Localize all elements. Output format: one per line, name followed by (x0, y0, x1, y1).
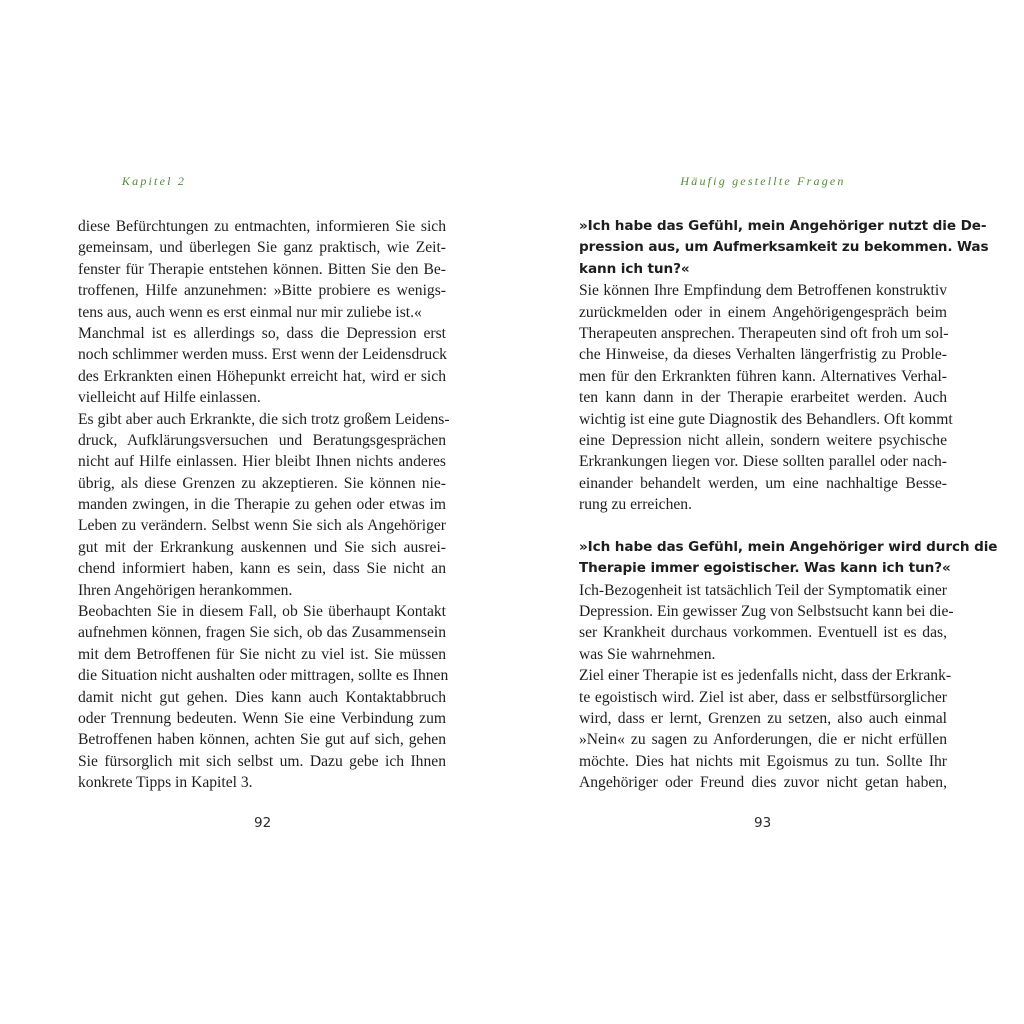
question-heading-line: pression aus, um Aufmerksamkeit zu bekommen. Was (579, 239, 989, 256)
text-line: wird, dass er lernt, Grenzen zu setzen, also auch einmal (579, 709, 947, 727)
text-line: die Situation nicht aushalten oder mittragen, sollte es Ihnen (78, 667, 449, 685)
text-line: einander behandelt werden, um eine nachhaltige Besse- (579, 474, 947, 492)
text-line: Therapeuten ansprechen. Therapeuten sind oft froh um sol- (579, 324, 949, 342)
right-body-text (579, 216, 998, 794)
text-line: che Hinweise, da dieses Verhalten längerfristig zu Proble- (579, 346, 947, 364)
page-number-left: 92 (254, 815, 272, 831)
text-line: Erkrankungen liegen vor. Diese sollten parallel oder nach- (579, 453, 947, 471)
text-line: druck, Aufklärungsversuchen und Beratungsgesprächen (78, 431, 446, 449)
text-line: diese Befürchtungen zu entmachten, informieren Sie sich (78, 218, 446, 235)
text-line: oder Trennung bedeuten. Wenn Sie eine Verbindung zum (78, 709, 446, 727)
text-line: mit dem Betroffenen für Sie nicht zu viel ist. Sie müssen (78, 645, 446, 663)
text-line: übrig, als diese Grenzen zu akzeptieren. Sie können nie- (78, 474, 446, 492)
text-line: Leben zu verändern. Selbst wenn Sie sich als Angehöriger (78, 517, 446, 535)
text-line: Ihren Angehörigen herankommen. (78, 581, 293, 599)
text-line: men für den Erkrankten führen kann. Alternatives Verhal- (579, 367, 947, 385)
text-line: gemeinsam, und überlegen Sie ganz praktisch, wie Zeit- (78, 239, 446, 257)
text-line: zurückmelden oder in einem Angehörigengespräch beim (579, 303, 947, 321)
question-heading-line: »Ich habe das Gefühl, mein Angehöriger wird durch die (579, 538, 998, 555)
text-line: troffenen, Hilfe anzunehmen: »Bitte probiere es wenigs- (78, 282, 446, 300)
text-line: des Erkrankten einen Höhepunkt erreicht hat, wird er sich (78, 367, 446, 385)
text-line: möchte. Dies hat nichts mit Egoismus zu tun. Sollte Ihr (579, 752, 947, 770)
running-head-right: Häufig gestellte Fragen (680, 174, 846, 188)
text-line: Ich-Bezogenheit ist tatsächlich Teil der Symptomatik einer (579, 581, 947, 599)
text-line: was Sie wahrnehmen. (579, 645, 716, 663)
text-line: gut mit der Erkrankung auskennen und Sie sich ausrei- (78, 538, 446, 556)
text-line: vielleicht auf Hilfe einlassen. (78, 389, 261, 407)
text-line: Es gibt aber auch Erkrankte, die sich trotz großem Leidens- (78, 410, 450, 428)
running-head-left: Kapitel 2 (121, 174, 187, 188)
left-body-text (78, 216, 450, 794)
text-line: chend informiert haben, kann es sein, dass Sie nicht an (78, 560, 446, 578)
paragraph-gap (579, 515, 947, 536)
text-line: Sie fürsorglich mit sich selbst um. Dazu gebe ich Ihnen (78, 752, 446, 770)
text-line: aufnehmen können, fragen Sie sich, ob das Zusammensein (78, 624, 446, 642)
text-line: te egoistisch wird. Ziel ist aber, dass er selbstfürsorglicher (579, 688, 947, 706)
text-line: fenster für Therapie entstehen können. Bitten Sie den Be- (78, 260, 446, 278)
left-page (78, 0, 450, 1024)
text-line: konkrete Tipps in Kapitel 3. (78, 774, 253, 792)
text-line: ser Krankheit durchaus vorkommen. Eventuell ist es das, (579, 624, 947, 642)
question-heading-line: Therapie immer egoistischer. Was kann ich tun?« (579, 560, 951, 577)
text-line: Beobachten Sie in diesem Fall, ob Sie überhaupt Kontakt (78, 603, 446, 621)
question-heading-line: kann ich tun?« (579, 260, 690, 277)
text-line: nicht auf Hilfe einlassen. Hier bleibt Ihnen nichts anderes (78, 453, 446, 471)
text-line: Angehöriger oder Freund dies zuvor nicht getan haben, (579, 774, 947, 792)
text-line: tens aus, auch wenn es erst einmal nur mir zuliebe ist.« (78, 303, 422, 321)
right-page (579, 0, 998, 1024)
text-line: damit nicht gut gehen. Dies kann auch Kontaktabbruch (78, 688, 446, 706)
text-line: Sie können Ihre Empfindung dem Betroffenen konstruktiv (579, 282, 947, 300)
text-line: rung zu erreichen. (579, 496, 692, 514)
question-heading-line: »Ich habe das Gefühl, mein Angehöriger nutzt die De- (579, 218, 987, 234)
text-line: Manchmal ist es allerdings so, dass die Depression erst (78, 324, 446, 342)
text-line: eine Depression nicht allein, sondern weitere psychische (579, 431, 947, 449)
text-line: »Nein« zu sagen zu Anforderungen, die er nicht erfüllen (579, 731, 947, 749)
text-line: ten kann dann in der Therapie erarbeitet werden. Auch (579, 389, 947, 407)
text-line: Betroffenen haben können, achten Sie gut auf sich, gehen (78, 731, 446, 749)
page-number-right: 93 (754, 815, 772, 831)
text-line: Ziel einer Therapie ist es jedenfalls nicht, dass der Erkrank- (579, 667, 952, 685)
text-line: noch schlimmer werden muss. Erst wenn der Leidensdruck (78, 346, 447, 364)
text-line: Depression. Ein gewisser Zug von Selbstsucht kann bei die- (579, 603, 954, 621)
text-line: manden zwingen, in die Therapie zu gehen oder etwas im (78, 496, 446, 514)
text-line: wichtig ist eine gute Diagnostik des Behandlers. Oft kommt (579, 410, 953, 428)
